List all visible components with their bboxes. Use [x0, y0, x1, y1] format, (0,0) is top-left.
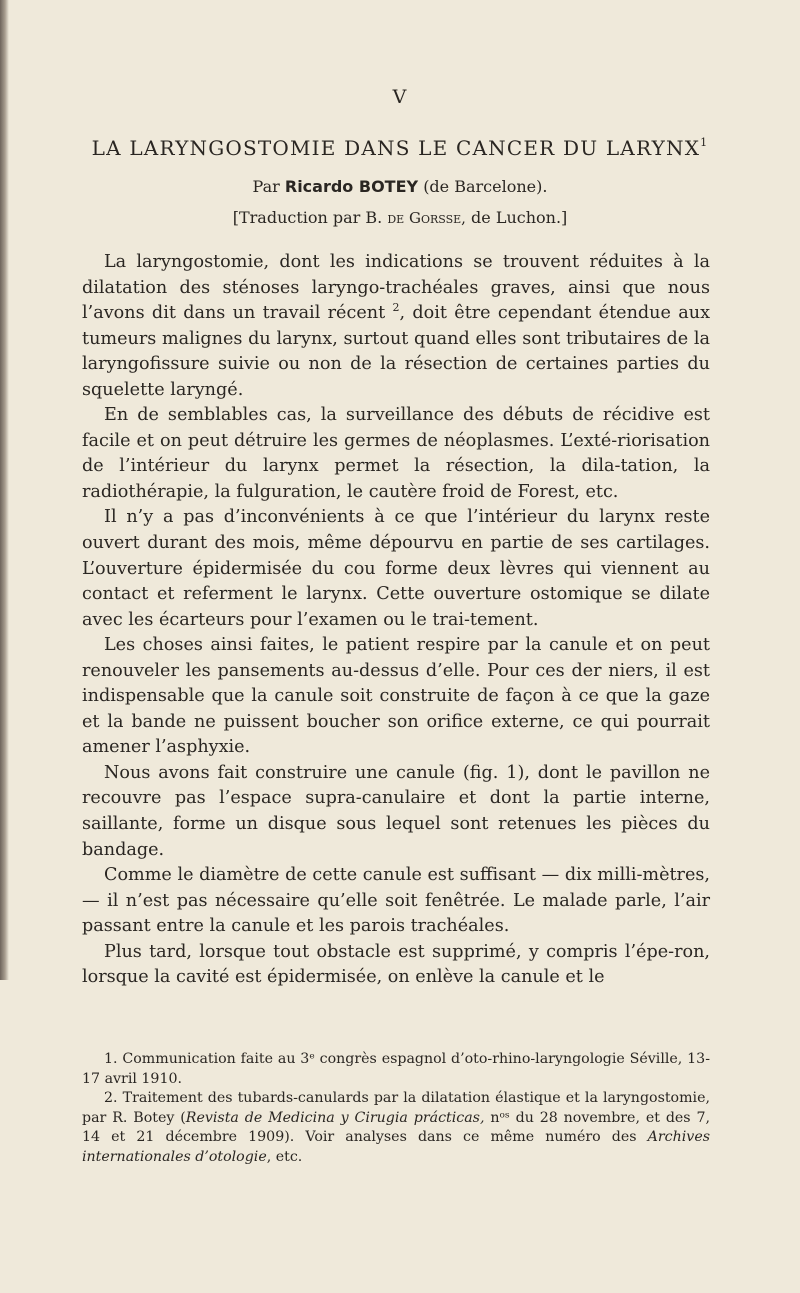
footnote-2 — [82, 1089, 710, 1167]
translator-name: Gorsse, — [404, 209, 466, 227]
footnote-mark-2: 2 — [392, 301, 400, 315]
footnote-2-part-b: nᵒˢ du 28 novembre, et des 7, 14 et 21 décembre 1909). Voir analyses dans ce même numéro des — [82, 1109, 710, 1146]
author-name: Ricardo BOTEY — [284, 177, 419, 196]
paragraph-2: En de semblables cas, la surveillance des débuts de récidive est facile et on peut détruire les germes de néoplasmes. L’exté-riorisation de l’intérieur du larynx permet la résection, la dila-tation, la radiothérapie, la fulguration, le cautère froid de Forest, etc. — [82, 405, 710, 502]
translation-rest: de Luchon.] — [465, 208, 568, 227]
translation-open: [Traduction par B. — [232, 208, 388, 227]
paragraph-1-part-a: La laryngostomie, dont les indications se trouvent réduites à la dilatation des sténoses laryngo-trachéales graves, ainsi que nous l’avons dit dans un travail récent — [82, 252, 710, 324]
translator-particle: de — [387, 209, 405, 227]
article-title — [80, 136, 720, 160]
footnotes — [82, 1050, 710, 1168]
byline-prefix: Par — [252, 177, 280, 196]
footnote-2-part-a: 2. Traitement des tubards-canulards par la dilatation élastique et la laryngostomie, par R. Botey ( — [82, 1090, 710, 1126]
paragraph-3: Il n’y a pas d’inconvénients à ce que l’intérieur du larynx reste ouvert durant des mois, même dépourvu en partie de ses cartilages. L’ouverture épidermisée du cou forme deux lèvres qui viennent au contact et referment le larynx. Cette ouverture ostomique se dilate avec les écarteurs pour l’examen ou le trai-tement. — [82, 507, 710, 630]
paragraph-6: Comme le diamètre de cette canule est suffisant — dix milli-mètres, — il n’est pas nécessaire qu’elle soit fenêtrée. Le malade parle, l’air passant entre la canule et les parois trachéales. — [82, 865, 710, 937]
footnote-1: 1. Communication faite au 3ᵉ congrès espagnol d’oto-rhino-laryngologie Séville, 13-17 avril 1910. — [82, 1051, 710, 1087]
paragraph-7: Plus tard, lorsque tout obstacle est supprimé, y compris l’épe-ron, lorsque la cavité est épidermisée, on enlève la canule et le — [82, 941, 710, 988]
translation-credit — [0, 208, 800, 227]
paragraph-5: Nous avons fait construire une canule (fig. 1), dont le pavillon ne recouvre pas l’espace supra-canulaire et dont la partie interne, saillante, forme un disque sous lequel sont retenues les pièces du bandage. — [82, 762, 710, 860]
title-footnote-mark: 1 — [700, 136, 709, 149]
footnote-2-part-c: , etc. — [266, 1148, 303, 1165]
footnote-2-journal: Revista de Medicina y Cirugia prácticas, — [185, 1109, 485, 1126]
paragraph-1-part-b: , doit être cependant étendue aux tumeurs malignes du larynx, surtout quand elles sont tributaires de la laryngofissure suivie ou non de la résection de certaines parties du squelette laryngé. — [82, 303, 710, 400]
chapter-number: V — [392, 86, 408, 108]
article-body — [82, 250, 710, 991]
byline — [0, 177, 800, 196]
page-edge-shadow — [0, 0, 9, 980]
paragraph-1 — [82, 250, 710, 403]
article-title-text: LA LARYNGOSTOMIE DANS LE CANCER DU LARYNX — [91, 136, 701, 160]
author-affiliation: (de Barcelone). — [423, 177, 548, 196]
paragraph-4: Les choses ainsi faites, le patient respire par la canule et on peut renouveler les pansements au-dessus d’elle. Pour ces der niers, il est indispensable que la canule soit construite de façon à ce que la gaze et la bande ne puissent boucher son orifice externe, ce qui pourrait amener l’asphyxie. — [82, 635, 710, 758]
footnote-2-archives: Archives internationales d’otologie — [82, 1129, 710, 1165]
